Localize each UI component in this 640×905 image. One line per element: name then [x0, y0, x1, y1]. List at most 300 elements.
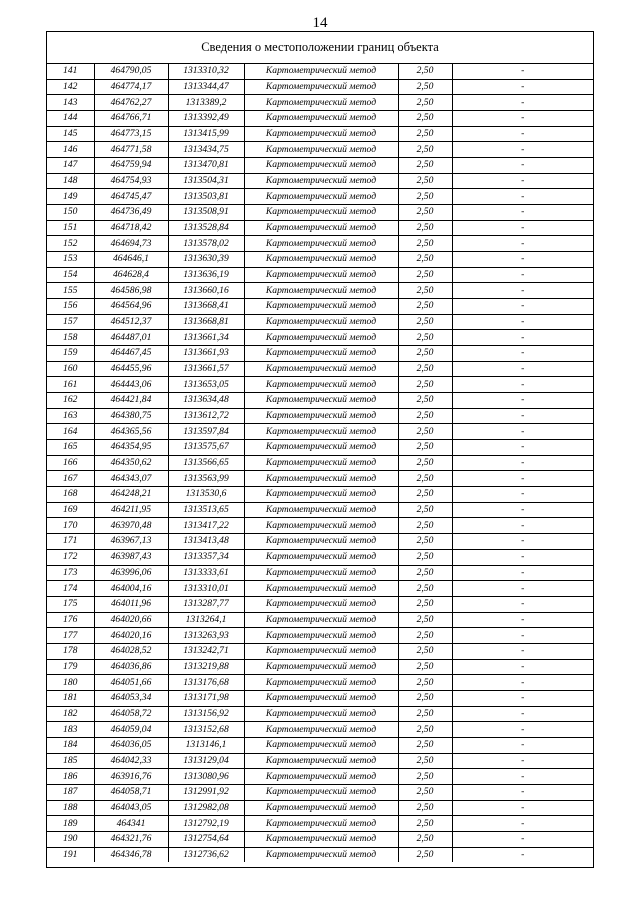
- point-number-cell: 189: [47, 816, 94, 832]
- method-cell: Картометрический метод: [244, 126, 398, 142]
- table-row: [47, 722, 593, 738]
- description-cell: -: [452, 581, 593, 597]
- table-row: [47, 534, 593, 550]
- table-row: [47, 643, 593, 659]
- table-row: [47, 706, 593, 722]
- x-coordinate-cell: 463987,43: [94, 549, 168, 565]
- point-number-cell: 152: [47, 236, 94, 252]
- description-cell: -: [452, 769, 593, 785]
- table-body: [47, 64, 593, 862]
- description-cell: -: [521, 848, 525, 860]
- y-coordinate-cell: 1313661,57: [168, 361, 244, 377]
- accuracy-cell: 2,50: [398, 361, 452, 377]
- table-row: [47, 424, 593, 440]
- table-row: [47, 628, 593, 644]
- method-cell: Картометрический метод: [244, 79, 398, 95]
- point-number-cell: 163: [47, 408, 94, 424]
- y-coordinate-cell: 1313263,93: [168, 628, 244, 644]
- y-coordinate-cell: 1313434,75: [168, 142, 244, 158]
- description-cell: -: [452, 408, 593, 424]
- description-cell: -: [452, 158, 593, 174]
- description-cell: -: [452, 126, 593, 142]
- x-coordinate-cell: 464341: [94, 816, 168, 832]
- method-cell: Картометрический метод: [244, 534, 398, 550]
- y-coordinate-cell: 1313504,31: [168, 173, 244, 189]
- y-coordinate-cell: 1312792,19: [168, 816, 244, 832]
- point-number-cell: 176: [47, 612, 94, 628]
- accuracy-cell: 2,50: [398, 706, 452, 722]
- accuracy-cell: 2,50: [398, 236, 452, 252]
- description-cell: -: [452, 440, 593, 456]
- point-number-cell: 181: [47, 690, 94, 706]
- description-cell: -: [452, 565, 593, 581]
- point-number-cell: 142: [47, 79, 94, 95]
- accuracy-cell: 2,50: [398, 769, 452, 785]
- y-coordinate-cell: 1313563,99: [168, 471, 244, 487]
- description-cell: -: [452, 64, 593, 79]
- y-coordinate-cell: 1313152,68: [168, 722, 244, 738]
- method-cell: Картометрический метод: [244, 95, 398, 111]
- point-number-cell: 172: [47, 549, 94, 565]
- y-coordinate-cell: 1313636,19: [168, 267, 244, 283]
- description-cell: -: [452, 659, 593, 675]
- method-cell: Картометрический метод: [244, 205, 398, 221]
- table-row: [47, 64, 593, 79]
- description-cell: -: [452, 283, 593, 299]
- method-cell: Картометрический метод: [244, 487, 398, 503]
- x-coordinate-cell: 464004,16: [94, 581, 168, 597]
- method-cell: Картометрический метод: [244, 471, 398, 487]
- point-number-cell: 150: [47, 205, 94, 221]
- table-row: [47, 330, 593, 346]
- table-row: [47, 252, 593, 268]
- table-row: [47, 267, 593, 283]
- accuracy-cell: 2,50: [398, 173, 452, 189]
- x-coordinate-cell: 464036,86: [94, 659, 168, 675]
- accuracy-cell: 2,50: [398, 346, 452, 362]
- table-row: [47, 158, 593, 174]
- accuracy-cell: 2,50: [398, 408, 452, 424]
- y-coordinate-cell: 1313661,34: [168, 330, 244, 346]
- accuracy-cell: 2,50: [398, 690, 452, 706]
- y-coordinate-cell: 1312982,08: [168, 800, 244, 816]
- y-coordinate-cell: 1313171,98: [168, 690, 244, 706]
- accuracy-cell: 2,50: [398, 64, 452, 79]
- x-coordinate-cell: 464020,16: [94, 628, 168, 644]
- point-number-cell: 145: [47, 126, 94, 142]
- accuracy-cell: 2,50: [398, 816, 452, 832]
- method-cell: Картометрический метод: [244, 346, 398, 362]
- accuracy-cell: 2,50: [398, 581, 452, 597]
- table-row: [47, 236, 593, 252]
- description-cell: -: [452, 455, 593, 471]
- method-cell: Картометрический метод: [244, 252, 398, 268]
- method-cell: Картометрический метод: [244, 690, 398, 706]
- description-cell: -: [452, 722, 593, 738]
- x-coordinate-cell: 464321,76: [94, 831, 168, 847]
- point-number-cell: 177: [47, 628, 94, 644]
- y-coordinate-cell: 1313080,96: [168, 769, 244, 785]
- description-cell: -: [452, 79, 593, 95]
- table-row: [47, 111, 593, 127]
- y-coordinate-cell: 1313630,39: [168, 252, 244, 268]
- x-coordinate-cell: 464036,05: [94, 737, 168, 753]
- x-coordinate-cell: 464343,07: [94, 471, 168, 487]
- description-cell: -: [452, 393, 593, 409]
- method-cell: Картометрический метод: [244, 816, 398, 832]
- x-coordinate-cell: 464053,34: [94, 690, 168, 706]
- x-coordinate-cell: 464421,84: [94, 393, 168, 409]
- method-cell: Картометрический метод: [244, 111, 398, 127]
- table-row: [47, 173, 593, 189]
- x-coordinate-cell: 464773,15: [94, 126, 168, 142]
- x-coordinate-cell: 464766,71: [94, 111, 168, 127]
- accuracy-cell: 2,50: [398, 283, 452, 299]
- x-coordinate-cell: 464564,96: [94, 299, 168, 315]
- table-row: [47, 690, 593, 706]
- method-cell: Картометрический метод: [244, 706, 398, 722]
- point-number-cell: 153: [47, 252, 94, 268]
- point-number-cell: 183: [47, 722, 94, 738]
- table-row: [47, 518, 593, 534]
- point-number-cell: 143: [47, 95, 94, 111]
- table-row: [47, 455, 593, 471]
- y-coordinate-cell: 1312991,92: [168, 784, 244, 800]
- x-coordinate-cell: 464011,96: [94, 596, 168, 612]
- x-coordinate-cell: 464443,06: [94, 377, 168, 393]
- accuracy-cell: 2,50: [398, 424, 452, 440]
- point-number-cell: 165: [47, 440, 94, 456]
- boundary-table-frame: [46, 31, 594, 868]
- description-cell: -: [452, 471, 593, 487]
- accuracy-cell: 2,50: [398, 252, 452, 268]
- y-coordinate-cell: 1313417,22: [168, 518, 244, 534]
- y-coordinate-cell: 1313415,99: [168, 126, 244, 142]
- description-cell: -: [452, 831, 593, 847]
- description-cell: -: [452, 330, 593, 346]
- y-coordinate-cell: 1313508,91: [168, 205, 244, 221]
- x-coordinate-cell: 464628,4: [94, 267, 168, 283]
- method-cell: Картометрический метод: [244, 314, 398, 330]
- table-row: [47, 299, 593, 315]
- point-number-cell: 156: [47, 299, 94, 315]
- point-number-cell: 186: [47, 769, 94, 785]
- x-coordinate-cell: 464762,27: [94, 95, 168, 111]
- point-number-cell: 174: [47, 581, 94, 597]
- point-number-cell: 164: [47, 424, 94, 440]
- accuracy-cell: 2,50: [398, 455, 452, 471]
- y-coordinate-cell: 1313264,1: [168, 612, 244, 628]
- accuracy-cell: 2,50: [398, 800, 452, 816]
- x-coordinate-cell: 464759,94: [94, 158, 168, 174]
- accuracy-cell: 2,50: [398, 518, 452, 534]
- method-cell: Картометрический метод: [244, 173, 398, 189]
- table-row: [47, 393, 593, 409]
- point-number-cell: 158: [47, 330, 94, 346]
- accuracy-cell: 2,50: [398, 675, 452, 691]
- accuracy-cell: 2,50: [398, 126, 452, 142]
- table-row: [47, 142, 593, 158]
- description-cell: -: [452, 690, 593, 706]
- y-coordinate-cell: 1313129,04: [168, 753, 244, 769]
- method-cell: Картометрический метод: [244, 659, 398, 675]
- description-cell: -: [452, 189, 593, 205]
- point-number-cell: 166: [47, 455, 94, 471]
- accuracy-cell: 2,50: [398, 471, 452, 487]
- point-number-cell: 175: [47, 596, 94, 612]
- point-number-cell: 147: [47, 158, 94, 174]
- point-number-cell: 148: [47, 173, 94, 189]
- table-row: [47, 581, 593, 597]
- y-coordinate-cell: 1313503,81: [168, 189, 244, 205]
- point-number-cell: 146: [47, 142, 94, 158]
- point-number-cell: 184: [47, 737, 94, 753]
- y-coordinate-cell: 1313156,92: [168, 706, 244, 722]
- point-number-cell: 179: [47, 659, 94, 675]
- y-coordinate-cell: 1313660,16: [168, 283, 244, 299]
- y-coordinate-cell: 1313219,88: [168, 659, 244, 675]
- y-coordinate-cell: 1313575,67: [168, 440, 244, 456]
- method-cell: Картометрический метод: [244, 361, 398, 377]
- table-row: [47, 487, 593, 503]
- point-number-cell: 169: [47, 502, 94, 518]
- description-cell: -: [452, 534, 593, 550]
- method-cell: Картометрический метод: [244, 236, 398, 252]
- table-row: [47, 408, 593, 424]
- table-row: [47, 502, 593, 518]
- method-cell: Картометрический метод: [244, 455, 398, 471]
- x-coordinate-cell: 464020,66: [94, 612, 168, 628]
- y-coordinate-cell: 1313470,81: [168, 158, 244, 174]
- x-coordinate-cell: 464754,93: [94, 173, 168, 189]
- accuracy-cell: 2,50: [398, 267, 452, 283]
- table-row: [47, 79, 593, 95]
- description-cell: -: [452, 800, 593, 816]
- table-row: [47, 189, 593, 205]
- x-coordinate-cell: 464365,56: [94, 424, 168, 440]
- accuracy-cell: 2,50: [398, 565, 452, 581]
- point-number-cell: 188: [47, 800, 94, 816]
- table-row: [47, 769, 593, 785]
- point-number-cell: 162: [47, 393, 94, 409]
- table-row: [47, 126, 593, 142]
- table-row: [47, 220, 593, 236]
- table-row: [47, 361, 593, 377]
- description-cell: -: [452, 377, 593, 393]
- x-coordinate-cell: 464455,96: [94, 361, 168, 377]
- point-number-cell: 190: [47, 831, 94, 847]
- method-cell: Картометрический метод: [244, 267, 398, 283]
- accuracy-cell: 2,50: [398, 205, 452, 221]
- x-coordinate-cell: 464058,72: [94, 706, 168, 722]
- method-cell: Картометрический метод: [244, 565, 398, 581]
- accuracy-cell: 2,50: [398, 189, 452, 205]
- table-row: [47, 753, 593, 769]
- y-coordinate-cell: 1312736,62: [168, 847, 244, 862]
- y-coordinate-cell: 1313597,84: [168, 424, 244, 440]
- y-coordinate-cell: 1313310,32: [168, 64, 244, 79]
- method-cell: Картометрический метод: [244, 440, 398, 456]
- x-coordinate-cell: 463996,06: [94, 565, 168, 581]
- method-cell: Картометрический метод: [244, 784, 398, 800]
- description-cell: -: [452, 299, 593, 315]
- method-cell: Картометрический метод: [244, 142, 398, 158]
- point-number-cell: 160: [47, 361, 94, 377]
- x-coordinate-cell: 464043,05: [94, 800, 168, 816]
- y-coordinate-cell: 1313634,48: [168, 393, 244, 409]
- method-cell: Картометрический метод: [244, 158, 398, 174]
- accuracy-cell: 2,50: [398, 220, 452, 236]
- point-number-cell: 168: [47, 487, 94, 503]
- method-cell: Картометрический метод: [244, 831, 398, 847]
- x-coordinate-cell: 463967,13: [94, 534, 168, 550]
- accuracy-cell: 2,50: [398, 628, 452, 644]
- description-cell: -: [452, 502, 593, 518]
- table-row: [47, 596, 593, 612]
- y-coordinate-cell: 1313513,65: [168, 502, 244, 518]
- x-coordinate-cell: 463970,48: [94, 518, 168, 534]
- y-coordinate-cell: 1313287,77: [168, 596, 244, 612]
- description-cell: -: [452, 252, 593, 268]
- point-number-cell: 154: [47, 267, 94, 283]
- y-coordinate-cell: 1313566,65: [168, 455, 244, 471]
- y-coordinate-cell: 1313146,1: [168, 737, 244, 753]
- method-cell: Картометрический метод: [244, 596, 398, 612]
- accuracy-cell: 2,50: [398, 753, 452, 769]
- accuracy-cell: 2,50: [398, 299, 452, 315]
- description-cell: -: [452, 737, 593, 753]
- table-heading: Сведения о местоположении границ объекта: [47, 32, 593, 64]
- accuracy-cell: 2,50: [398, 737, 452, 753]
- y-coordinate-cell: 1313528,84: [168, 220, 244, 236]
- x-coordinate-cell: 464736,49: [94, 205, 168, 221]
- description-cell: -: [452, 220, 593, 236]
- x-coordinate-cell: 464059,04: [94, 722, 168, 738]
- point-number-cell: 155: [47, 283, 94, 299]
- accuracy-cell: 2,50: [398, 79, 452, 95]
- x-coordinate-cell: 464718,42: [94, 220, 168, 236]
- description-cell: -: [452, 628, 593, 644]
- description-cell: -: [452, 675, 593, 691]
- method-cell: Картометрический метод: [244, 675, 398, 691]
- table-row: [47, 800, 593, 816]
- method-cell: Картометрический метод: [244, 737, 398, 753]
- description-cell: -: [452, 784, 593, 800]
- accuracy-cell: 2,50: [398, 393, 452, 409]
- point-number-cell: 161: [47, 377, 94, 393]
- point-number-cell: 185: [47, 753, 94, 769]
- point-number-cell: 178: [47, 643, 94, 659]
- description-cell: -: [452, 518, 593, 534]
- method-cell: Картометрический метод: [244, 299, 398, 315]
- accuracy-cell: 2,50: [398, 612, 452, 628]
- point-number-cell: 182: [47, 706, 94, 722]
- table-row: [47, 283, 593, 299]
- x-coordinate-cell: 464058,71: [94, 784, 168, 800]
- boundary-points-table: [47, 64, 593, 862]
- method-cell: Картометрический метод: [244, 549, 398, 565]
- table-row: [47, 346, 593, 362]
- point-number-cell: 180: [47, 675, 94, 691]
- method-cell: Картометрический метод: [244, 502, 398, 518]
- method-cell: Картометрический метод: [244, 800, 398, 816]
- description-cell: -: [452, 753, 593, 769]
- method-cell: Картометрический метод: [244, 753, 398, 769]
- y-coordinate-cell: 1313668,41: [168, 299, 244, 315]
- description-cell: -: [452, 487, 593, 503]
- y-coordinate-cell: 1313530,6: [168, 487, 244, 503]
- table-row: [47, 831, 593, 847]
- description-cell: -: [452, 361, 593, 377]
- accuracy-cell: 2,50: [398, 722, 452, 738]
- point-number-cell: 171: [47, 534, 94, 550]
- description-cell: -: [452, 205, 593, 221]
- method-cell: Картометрический метод: [244, 189, 398, 205]
- method-cell: Картометрический метод: [244, 518, 398, 534]
- table-row: [47, 314, 593, 330]
- table-row: [47, 440, 593, 456]
- point-number-cell: 191: [47, 847, 94, 862]
- point-number-cell: 149: [47, 189, 94, 205]
- description-cell: -: [452, 173, 593, 189]
- accuracy-cell: 2,50: [398, 487, 452, 503]
- method-cell: Картометрический метод: [244, 643, 398, 659]
- accuracy-cell: 2,50: [398, 643, 452, 659]
- table-row: [47, 549, 593, 565]
- x-coordinate-cell: 464211,95: [94, 502, 168, 518]
- accuracy-cell: 2,50: [398, 330, 452, 346]
- method-cell: Картометрический метод: [244, 64, 398, 79]
- table-row: [47, 471, 593, 487]
- method-cell: Картометрический метод: [244, 393, 398, 409]
- method-cell: Картометрический метод: [244, 377, 398, 393]
- method-cell: Картометрический метод: [244, 722, 398, 738]
- accuracy-cell: 2,50: [398, 534, 452, 550]
- y-coordinate-cell: 1313612,72: [168, 408, 244, 424]
- method-cell: Картометрический метод: [244, 612, 398, 628]
- x-coordinate-cell: 464028,52: [94, 643, 168, 659]
- accuracy-cell: 2,50: [398, 111, 452, 127]
- x-coordinate-cell: 464771,58: [94, 142, 168, 158]
- x-coordinate-cell: 464790,05: [94, 64, 168, 79]
- accuracy-cell: 2,50: [398, 596, 452, 612]
- accuracy-cell: 2,50: [398, 784, 452, 800]
- method-cell: Картометрический метод: [244, 220, 398, 236]
- method-cell: Картометрический метод: [244, 283, 398, 299]
- table-row: [47, 205, 593, 221]
- table-row: [47, 816, 593, 832]
- y-coordinate-cell: 1313357,34: [168, 549, 244, 565]
- y-coordinate-cell: 1313668,81: [168, 314, 244, 330]
- accuracy-cell: 2,50: [398, 659, 452, 675]
- point-number-cell: 157: [47, 314, 94, 330]
- accuracy-cell: 2,50: [398, 314, 452, 330]
- y-coordinate-cell: 1313653,05: [168, 377, 244, 393]
- table-row: [47, 737, 593, 753]
- table-row: [47, 847, 593, 862]
- method-cell: Картометрический метод: [244, 330, 398, 346]
- x-coordinate-cell: 464354,95: [94, 440, 168, 456]
- description-cell: -: [452, 549, 593, 565]
- point-number-cell: 187: [47, 784, 94, 800]
- y-coordinate-cell: 1313344,47: [168, 79, 244, 95]
- y-coordinate-cell: 1313392,49: [168, 111, 244, 127]
- accuracy-cell: 2,50: [398, 831, 452, 847]
- y-coordinate-cell: 1312754,64: [168, 831, 244, 847]
- x-coordinate-cell: 464745,47: [94, 189, 168, 205]
- x-coordinate-cell: 464350,62: [94, 455, 168, 471]
- x-coordinate-cell: 464042,33: [94, 753, 168, 769]
